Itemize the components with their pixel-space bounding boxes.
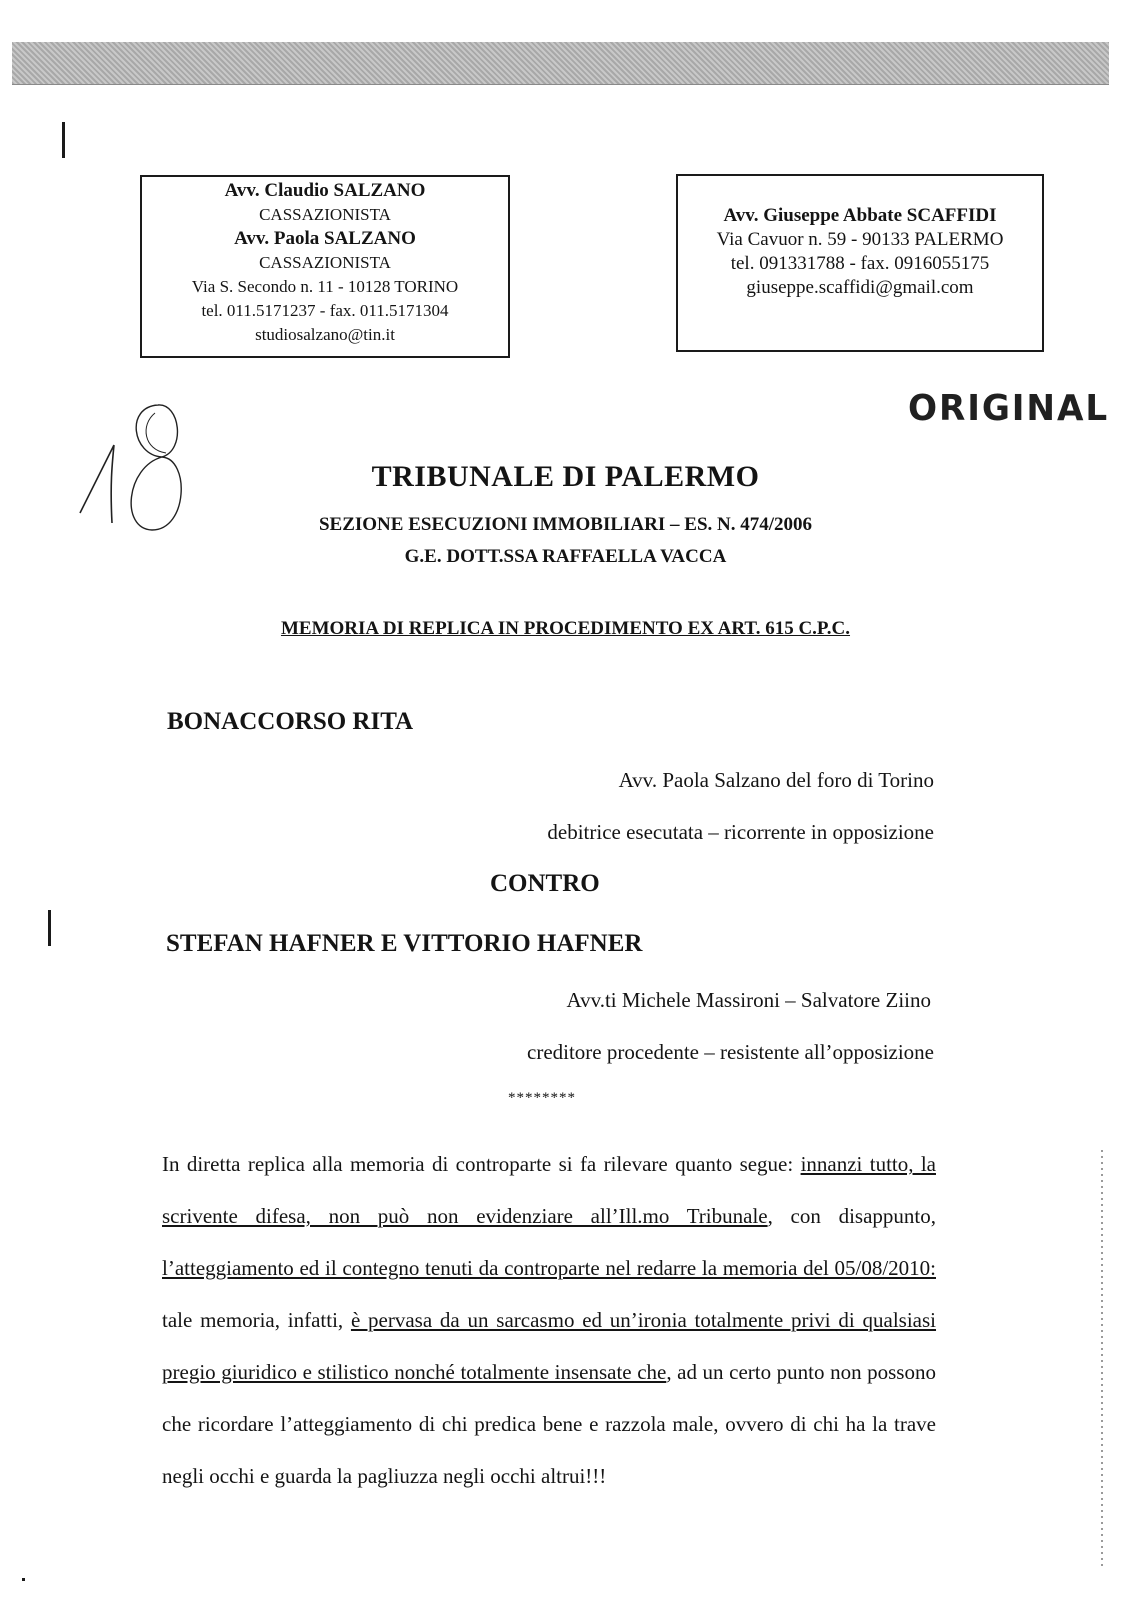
underlined-text: innanzi tutto, la scrivente difesa, non può non evidenziare all’Ill.mo Tribunale bbox=[162, 1152, 936, 1228]
office-email: studiosalzano@tin.it bbox=[255, 325, 395, 344]
plaintiff-name: BONACCORSO RITA bbox=[167, 708, 414, 735]
court-section: SEZIONE ESECUZIONI IMMOBILIARI – ES. N. 474/2006 bbox=[318, 514, 813, 535]
scan-margin-artifact bbox=[1101, 1150, 1103, 1570]
lawyer-title: CASSAZIONISTA bbox=[259, 205, 391, 224]
court-name: TRIBUNALE DI PALERMO bbox=[371, 460, 760, 493]
original-stamp: ORIGINAL bbox=[908, 388, 1110, 429]
document-title: MEMORIA DI REPLICA IN PROCEDIMENTO EX ART. 615 C.P.C. bbox=[280, 618, 851, 639]
letterhead-right bbox=[676, 174, 1044, 352]
office-phone: tel. 011.5171237 - fax. 011.5171304 bbox=[201, 301, 449, 320]
plaintiff-role: debitrice esecutata – ricorrente in opposizione bbox=[547, 820, 934, 844]
underlined-text: l’atteggiamento ed il contegno tenuti da controparte nel redarre la memoria del 05/08/2010: bbox=[162, 1256, 936, 1280]
office-email: giuseppe.scaffidi@gmail.com bbox=[746, 277, 974, 298]
margin-dot bbox=[22, 1578, 25, 1581]
body-text: , ad un certo punto non possono che ricordare l’atteggiamento di chi predica bene e razzola male, ovvero di chi ha la trave negli occhi e guarda la pagliuzza negli occhi altrui!!! bbox=[162, 1360, 936, 1488]
margin-mark bbox=[62, 122, 65, 158]
lawyer-title: CASSAZIONISTA bbox=[259, 253, 391, 272]
judge-name: G.E. DOTT.SSA RAFFAELLA VACCA bbox=[404, 546, 727, 567]
defendant-counsel: Avv.ti Michele Massironi – Salvatore Ziino bbox=[566, 988, 931, 1012]
lawyer-name: Avv. Claudio SALZANO bbox=[224, 180, 426, 201]
body-text: In diretta replica alla memoria di controparte si fa rilevare quanto segue: bbox=[162, 1152, 801, 1176]
plaintiff-counsel: Avv. Paola Salzano del foro di Torino bbox=[618, 768, 934, 792]
separator: ******** bbox=[508, 1090, 576, 1106]
office-address: Via S. Secondo n. 11 - 10128 TORINO bbox=[191, 277, 459, 296]
letterhead-left bbox=[140, 175, 510, 358]
body-text: , con disappunto, bbox=[767, 1204, 936, 1228]
body-paragraph bbox=[162, 1138, 936, 1502]
defendant-name: STEFAN HAFNER E VITTORIO HAFNER bbox=[166, 930, 643, 957]
lawyer-name: Avv. Paola SALZANO bbox=[234, 228, 416, 249]
lawyer-name: Avv. Giuseppe Abbate SCAFFIDI bbox=[723, 205, 997, 226]
office-phone: tel. 091331788 - fax. 0916055175 bbox=[730, 253, 990, 274]
body-text: tale memoria, infatti, bbox=[162, 1308, 351, 1332]
versus-label: CONTRO bbox=[490, 870, 600, 897]
defendant-role: creditore procedente – resistente all’opposizione bbox=[527, 1040, 934, 1064]
underlined-text: è pervasa da un sarcasmo ed un’ironia totalmente privi di qualsiasi pregio giuridico e stilistico nonché totalmente insensate che bbox=[162, 1308, 937, 1384]
scan-header-bar bbox=[12, 42, 1109, 85]
office-address: Via Cavuor n. 59 - 90133 PALERMO bbox=[716, 229, 1004, 250]
margin-mark bbox=[48, 910, 51, 946]
